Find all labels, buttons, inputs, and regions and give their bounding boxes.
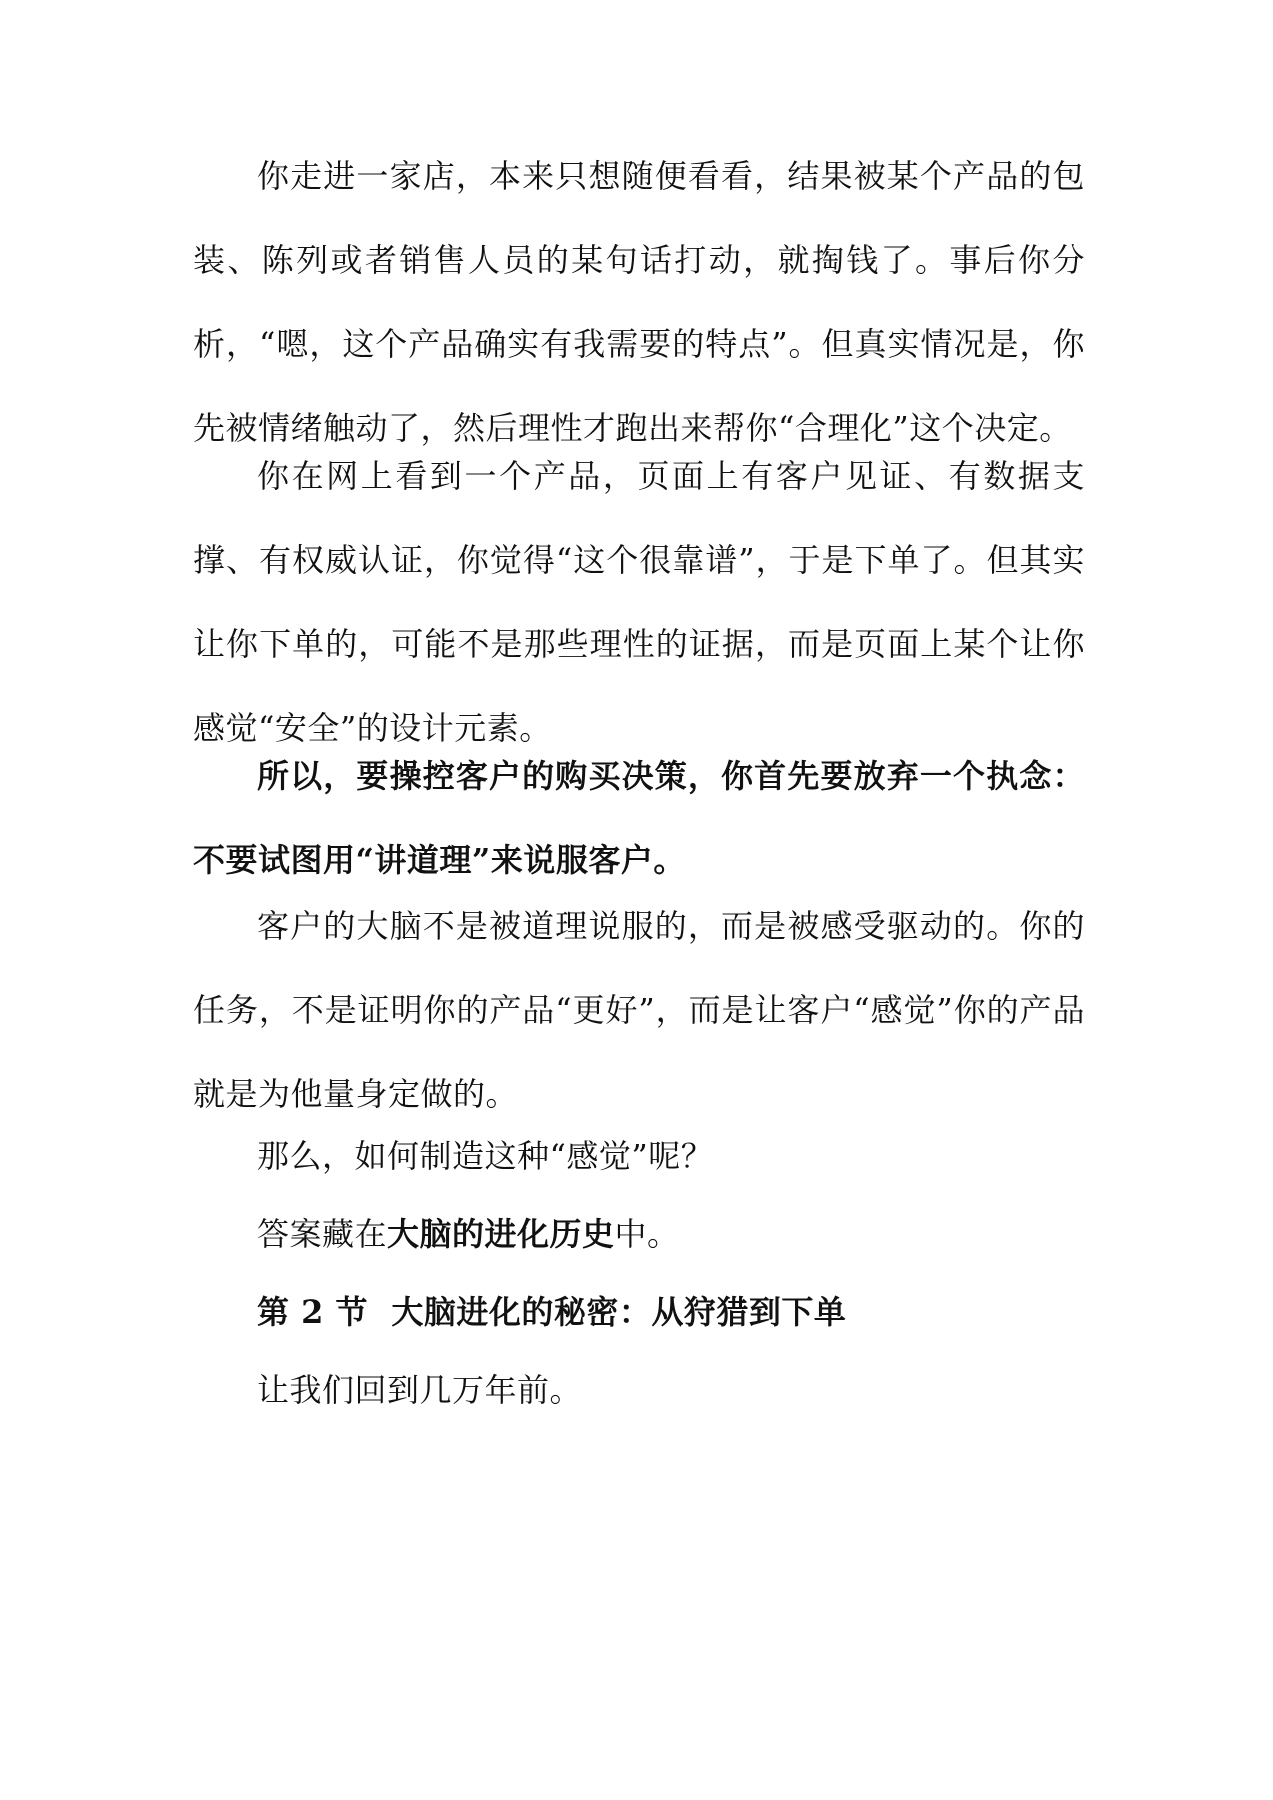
paragraph-key-point: 所以，要操控客户的购买决策，你首先要放弃一个执念：不要试图用“讲道理”来说服客户。 — [193, 757, 1085, 879]
answer-prefix: 答案藏在 — [257, 1215, 388, 1253]
answer-emphasis: 大脑的进化历史 — [387, 1215, 615, 1253]
section-heading: 第 2 节 大脑进化的秘密：从狩猎到下单 — [257, 1293, 847, 1331]
answer-suffix: 中。 — [614, 1215, 680, 1253]
paragraph-back-in-time: 让我们回到几万年前。 — [257, 1371, 583, 1409]
paragraph-feeling-driven: 客户的大脑不是被道理说服的，而是被感受驱动的。你的任务，不是证明你的产品“更好”，而是让客户“感觉”你的产品就是为他量身定做的。 — [193, 907, 1085, 1113]
paragraph-online-example: 你在网上看到一个产品，页面上有客户见证、有数据支撑、有权威认证，你觉得“这个很靠谱”，于是下单了。但其实让你下单的，可能不是那些理性的证据，而是页面上某个让你感觉“安全”的设计元素。 — [193, 457, 1085, 747]
paragraph-store-example: 你走进一家店，本来只想随便看看，结果被某个产品的包装、陈列或者销售人员的某句话打动，就掏钱了。事后你分析，“嗯，这个产品确实有我需要的特点”。但真实情况是，你先被情绪触动了，然后理性才跑出来帮你“合理化”这个决定。 — [193, 157, 1085, 447]
paragraph-answer — [193, 1192, 1085, 1276]
paragraph-question: 那么，如何制造这种“感觉”呢？ — [257, 1137, 714, 1175]
